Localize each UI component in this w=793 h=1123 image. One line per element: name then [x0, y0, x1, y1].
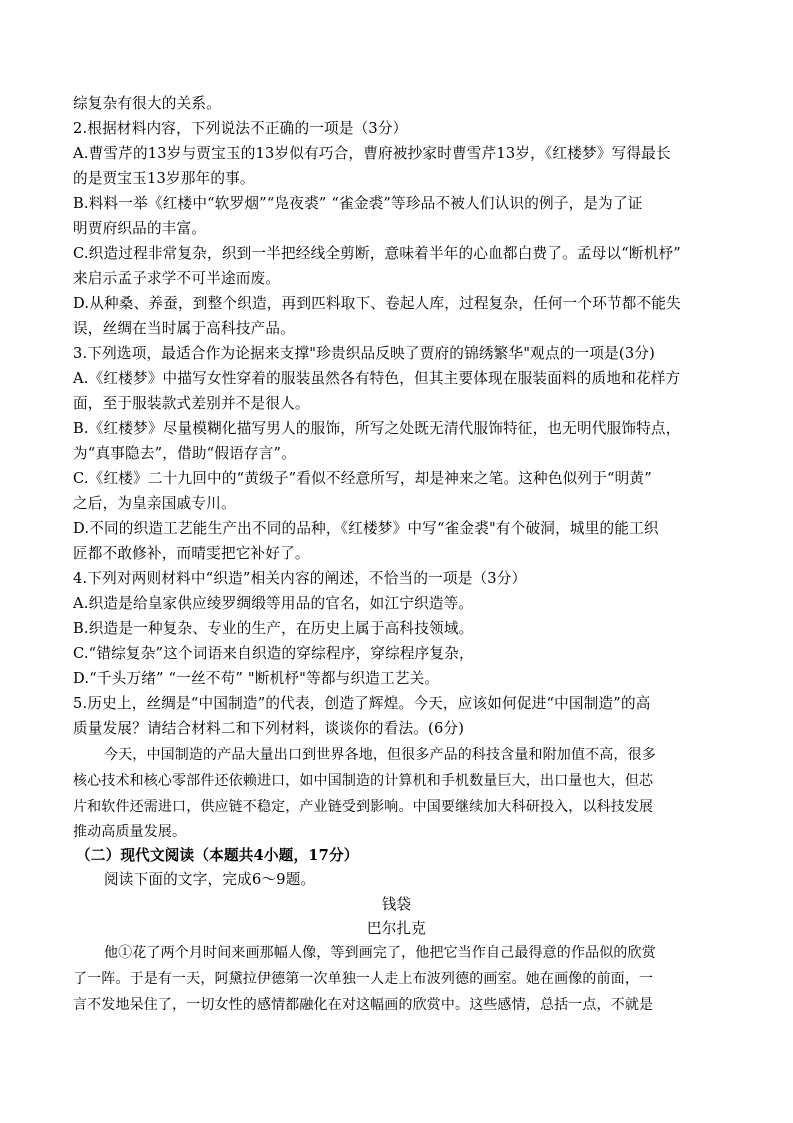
option-3b: B.《红楼梦》尽量模糊化描写男人的服饰，所写之处既无清代服饰特征，也无明代服饰特点，: [73, 420, 681, 437]
question-2: 2.根据材料内容，下列说法不正确的一项是（3分）: [73, 120, 408, 137]
option-2d: D.从种桑、养蚕，到整个织造，再到匹料取下、卷起人库，过程复杂，任何一个环节都不能失: [73, 295, 681, 312]
story-author: 巴尔扎克: [366, 920, 427, 937]
text-line: 面，至于服装款式差别并不是很人。: [73, 395, 310, 412]
quote-line: 今天，中国制造的产品大量出口到世界各地，但很多产品的科技含量和附加值不高，很多: [104, 747, 656, 763]
option-3a: A.《红楼梦》中描写女性穿着的服装虽然各有特色，但其主要体现在服装面料的质地和花样方: [73, 370, 681, 387]
instruction: 阅读下面的文字，完成6～9题。: [104, 871, 316, 888]
option-2c: C.织造过程非常复杂，织到一半把经线全剪断，意味着半年的心血都白费了。孟母以“断机杼”: [73, 245, 681, 262]
option-3c: C.《红楼》二十九回中的“黄级子”看似不经意所写，却是神来之笔。这种色似列于“明黄”: [73, 470, 652, 487]
option-2a: A.曹雪芹的13岁与贾宝玉的13岁似有巧合，曹府被抄家时曹雪芹13岁，《红楼梦》写得最长: [73, 145, 671, 162]
text-line: 误，丝绸在当时属于高科技产品。: [73, 320, 295, 337]
quote-line: 片和软件还需进口，供应链不稳定，产业链受到影响。中国要继续加大科研投入，以科技发展: [73, 799, 654, 815]
option-2b: B.料料一举《红楼中“软罗烟”“凫夜裘” “雀金裘”等珍品不被人们认识的例子，是为了证: [73, 195, 643, 212]
option-4a: A.织造是给皇家供应绫罗绸缎等用品的官名，如江宁织造等。: [73, 595, 474, 612]
section-heading: （二）现代文阅读（本题共4小题，17分）: [76, 847, 359, 864]
quote-line: 核心技术和核心零部件还依赖进口，如中国制造的计算机和手机数量巨大，出口量也大，但芯: [73, 773, 654, 789]
story-line: 言不发地呆住了，一切女性的感情都融化在对这幅画的欣赏中。这些感情，总括一点，不就是: [73, 997, 654, 1013]
option-3d: D.不同的织造工艺能生产出不同的品种，《红楼梦》中写“雀金裘"有个破洞，城里的能工织: [73, 520, 659, 537]
text-line: 匠都不敢修补，而晴雯把它补好了。: [73, 545, 310, 562]
question-3: 3.下列选项，最适合作为论据来支撑"珍贵织品反映了贾府的锦绣繁华"观点的一项是(3分): [73, 345, 655, 362]
text-line: 之后，为皇亲国戚专川。: [73, 495, 236, 512]
option-4b: B.织造是一种复杂、专业的生产，在历史上属于高科技领域。: [73, 620, 474, 637]
question-4: 4.下列对两则材料中“织造”相关内容的阐述，不恰当的一项是（3分）: [73, 570, 527, 587]
text-line: 的是贾宝玉13岁那年的事。: [73, 170, 255, 187]
text-line: 质量发展？请结合材料二和下列材料，谈谈你的看法。(6分): [73, 720, 465, 737]
text-line: 综复杂有很大的关系。: [73, 95, 221, 112]
quote-line: 推动高质量发展。: [73, 824, 187, 840]
story-line: 了一阵。于是有一天，阿黛拉伊德第一次单独一人走上布波列德的画室。她在画像的前面，一: [73, 971, 654, 987]
text-line: 明贾府织品的丰富。: [73, 220, 207, 237]
option-4c: C.“错综复杂”这个词语来自织造的穿综程序，穿综程序复杂，: [73, 645, 474, 662]
story-line: 他①花了两个月时间来画那幅人像，等到画完了，他把它当作自己最得意的作品似的欣赏: [104, 945, 656, 961]
story-title: 钱袋: [381, 896, 412, 913]
text-line: 为“真事隐去”，借助“假语存言”。: [73, 445, 296, 462]
question-5: 5.历史上，丝绸是“中国制造”的代表，创造了辉煌。今天，应该如何促进“中国制造”的高: [73, 695, 651, 712]
option-4d: D.“千头万绪” “一丝不苟” "断机杼"等都与织造工艺关。: [73, 670, 440, 687]
text-line: 来启示孟子求学不可半途而废。: [73, 270, 281, 287]
